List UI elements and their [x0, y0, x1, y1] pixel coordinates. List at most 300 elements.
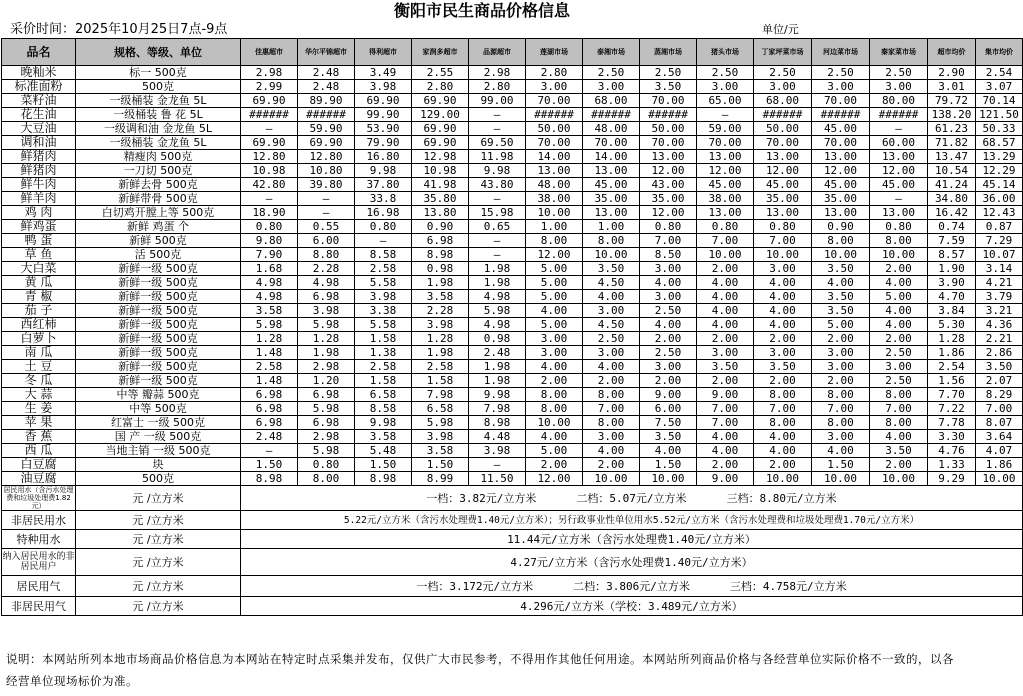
price-cell: 0.80: [697, 220, 754, 234]
price-cell: 3.50: [812, 304, 870, 318]
price-cell: 2.50: [754, 66, 812, 80]
price-cell: 79.72: [928, 94, 976, 108]
price-cell: 5.58: [355, 318, 412, 332]
price-cell: 9.29: [928, 472, 976, 486]
utility-price-part: 5.22元/立方米（含污水处理费1.40元/立方米）；另行政事业性单位用水5.52元/立方米（含污水处理费和垃圾处理费1.70元/立方米）: [343, 515, 920, 526]
table-row: [2, 262, 1023, 276]
utility-unit-cell: 元 /立方米: [76, 530, 241, 549]
price-cell: 4.98: [469, 318, 526, 332]
table-row: [2, 164, 1023, 178]
price-cell: 4.00: [697, 290, 754, 304]
price-cell: 12.00: [812, 164, 870, 178]
header-cell: 秦家菜市场: [870, 39, 928, 66]
price-cell: 69.90: [412, 136, 469, 150]
table-row: [2, 136, 1023, 150]
price-cell: 2.21: [976, 332, 1023, 346]
price-cell: 3.00: [812, 346, 870, 360]
price-cell: —: [469, 248, 526, 262]
price-cell: 2.50: [640, 304, 697, 318]
price-cell: 6.98: [241, 402, 298, 416]
price-cell: 48.00: [526, 178, 583, 192]
price-cell: 42.80: [241, 178, 298, 192]
price-cell: 2.50: [812, 66, 870, 80]
price-cell: 8.00: [870, 388, 928, 402]
table-row: [2, 150, 1023, 164]
price-cell: 1.58: [412, 374, 469, 388]
price-cell: 50.33: [976, 122, 1023, 136]
price-cell: 69.50: [469, 136, 526, 150]
utility-price-cell: [241, 549, 1023, 576]
price-cell: 1.98: [412, 346, 469, 360]
price-cell: 3.00: [640, 360, 697, 374]
price-cell: 0.87: [976, 220, 1023, 234]
utility-unit-cell: 元 /立方米: [76, 597, 241, 616]
price-cell: 35.00: [812, 192, 870, 206]
item-name-cell: 草 鱼: [2, 248, 76, 262]
price-cell: 2.54: [976, 66, 1023, 80]
header-cell: 品源超市: [469, 39, 526, 66]
item-name-cell: 调和油: [2, 136, 76, 150]
price-cell: 48.00: [583, 122, 640, 136]
price-cell: 8.98: [469, 416, 526, 430]
price-cell: 35.80: [412, 192, 469, 206]
price-cell: 0.80: [298, 458, 355, 472]
price-cell: 8.00: [754, 388, 812, 402]
price-cell: —: [241, 192, 298, 206]
header-cell: 集市均价: [976, 39, 1023, 66]
price-cell: —: [870, 192, 928, 206]
price-cell: 8.50: [640, 248, 697, 262]
utility-row: [2, 511, 1023, 530]
price-cell: 1.20: [298, 374, 355, 388]
item-spec-cell: 新鲜一级 500克: [76, 290, 241, 304]
price-cell: 10.00: [526, 416, 583, 430]
price-cell: 9.00: [697, 388, 754, 402]
price-cell: 8.00: [583, 388, 640, 402]
price-cell: 11.98: [469, 150, 526, 164]
price-cell: 3.98: [412, 430, 469, 444]
utility-price-part: 一档：3.172元/立方米: [416, 579, 534, 593]
item-name-cell: 菜籽油: [2, 94, 76, 108]
price-cell: 7.00: [640, 234, 697, 248]
table-row: [2, 402, 1023, 416]
price-cell: 69.90: [298, 136, 355, 150]
utility-price-part: 一档：3.82元/立方米: [426, 491, 537, 505]
item-name-cell: 香 蕉: [2, 430, 76, 444]
price-cell: 5.00: [526, 262, 583, 276]
price-cell: 5.48: [355, 444, 412, 458]
utility-row: [2, 549, 1023, 576]
price-cell: 3.00: [526, 80, 583, 94]
price-cell: 0.90: [412, 220, 469, 234]
utility-name-cell: 特种用水: [2, 530, 76, 549]
price-cell: 2.00: [754, 332, 812, 346]
price-cell: 2.48: [298, 80, 355, 94]
price-cell: 5.00: [526, 444, 583, 458]
price-cell: 70.00: [583, 136, 640, 150]
price-cell: 4.00: [754, 304, 812, 318]
price-cell: 8.00: [812, 234, 870, 248]
price-cell: 8.00: [526, 234, 583, 248]
price-cell: 2.00: [640, 332, 697, 346]
price-cell: 1.98: [469, 360, 526, 374]
price-cell: ######: [640, 108, 697, 122]
price-cell: 4.00: [697, 430, 754, 444]
price-table: [1, 38, 1023, 616]
price-cell: 1.98: [469, 374, 526, 388]
header-cell: 得利超市: [355, 39, 412, 66]
price-cell: 0.90: [812, 220, 870, 234]
collect-time: 采价时间：2025年10月25日7点-9点: [10, 22, 228, 37]
price-cell: 3.00: [583, 304, 640, 318]
price-cell: 0.80: [640, 220, 697, 234]
price-cell: 10.00: [976, 472, 1023, 486]
price-cell: 4.00: [812, 444, 870, 458]
price-cell: 4.21: [976, 276, 1023, 290]
item-name-cell: 油豆腐: [2, 472, 76, 486]
item-spec-cell: 500克: [76, 80, 241, 94]
price-cell: 2.00: [583, 374, 640, 388]
price-cell: 9.00: [697, 472, 754, 486]
price-cell: 11.50: [469, 472, 526, 486]
header-cell: 丁家坪菜市场: [754, 39, 812, 66]
price-cell: 10.00: [697, 248, 754, 262]
header-cell: 泰湘市场: [583, 39, 640, 66]
price-cell: 5.98: [469, 304, 526, 318]
price-cell: 2.90: [928, 66, 976, 80]
header-cell: 佳惠超市: [241, 39, 298, 66]
price-cell: 1.33: [928, 458, 976, 472]
price-cell: 1.50: [355, 458, 412, 472]
price-cell: 4.00: [583, 444, 640, 458]
price-cell: 70.00: [526, 94, 583, 108]
price-cell: 6.58: [412, 402, 469, 416]
price-cell: 89.90: [298, 94, 355, 108]
price-cell: 2.00: [640, 374, 697, 388]
utility-name-cell: 非居民用水: [2, 511, 76, 530]
price-cell: 3.00: [754, 80, 812, 94]
price-cell: 1.00: [583, 220, 640, 234]
price-cell: 2.80: [412, 80, 469, 94]
price-cell: 13.00: [812, 206, 870, 220]
price-cell: 71.82: [928, 136, 976, 150]
price-cell: 2.98: [298, 430, 355, 444]
price-cell: 4.00: [697, 318, 754, 332]
price-cell: 8.58: [355, 248, 412, 262]
price-cell: 3.58: [412, 444, 469, 458]
utility-price-part: 二档：3.806元/立方米: [573, 579, 690, 593]
price-cell: 4.00: [583, 290, 640, 304]
price-cell: 2.98: [469, 66, 526, 80]
price-cell: —: [241, 122, 298, 136]
table-row: [2, 206, 1023, 220]
price-cell: 43.00: [640, 178, 697, 192]
price-cell: 13.00: [640, 150, 697, 164]
price-cell: 10.00: [583, 248, 640, 262]
price-cell: 12.00: [640, 206, 697, 220]
price-cell: 36.00: [976, 192, 1023, 206]
item-spec-cell: 新鲜去骨 500克: [76, 178, 241, 192]
table-row: [2, 234, 1023, 248]
price-cell: 5.30: [928, 318, 976, 332]
price-cell: 13.00: [526, 164, 583, 178]
price-cell: 70.14: [976, 94, 1023, 108]
item-name-cell: 西红柿: [2, 318, 76, 332]
price-cell: 2.00: [697, 458, 754, 472]
price-cell: 2.80: [526, 66, 583, 80]
price-cell: 41.98: [412, 178, 469, 192]
price-cell: 13.80: [412, 206, 469, 220]
item-name-cell: 南 瓜: [2, 346, 76, 360]
price-cell: 1.98: [298, 346, 355, 360]
price-cell: 6.58: [355, 388, 412, 402]
item-name-cell: 鸡 肉: [2, 206, 76, 220]
table-row: [2, 220, 1023, 234]
utility-price-part: 4.296元/立方米（学校：3.489元/立方米）: [520, 599, 743, 613]
price-cell: 0.74: [928, 220, 976, 234]
price-cell: 7.00: [583, 402, 640, 416]
price-cell: 4.07: [976, 444, 1023, 458]
table-row: [2, 416, 1023, 430]
price-cell: 2.00: [697, 374, 754, 388]
item-spec-cell: 新鲜一级 500克: [76, 374, 241, 388]
price-cell: —: [870, 122, 928, 136]
price-cell: 3.00: [526, 332, 583, 346]
price-cell: 2.00: [870, 332, 928, 346]
item-spec-cell: 中等 500克: [76, 402, 241, 416]
item-spec-cell: 新鲜一级 500克: [76, 318, 241, 332]
price-cell: 7.00: [697, 402, 754, 416]
price-cell: 10.00: [812, 472, 870, 486]
price-cell: —: [298, 192, 355, 206]
price-cell: 3.00: [754, 346, 812, 360]
price-cell: 70.00: [526, 136, 583, 150]
price-cell: 2.86: [976, 346, 1023, 360]
price-cell: 2.28: [298, 262, 355, 276]
price-cell: 2.98: [241, 66, 298, 80]
item-spec-cell: 当地主销 一级 500克: [76, 444, 241, 458]
utility-row: [2, 530, 1023, 549]
price-cell: 1.28: [298, 332, 355, 346]
table-row: [2, 332, 1023, 346]
price-cell: 8.00: [583, 416, 640, 430]
utility-name-cell: 居民用气: [2, 576, 76, 597]
price-cell: —: [241, 444, 298, 458]
price-cell: 2.00: [870, 458, 928, 472]
item-spec-cell: 白切鸡开膛上等 500克: [76, 206, 241, 220]
utility-price-cell: [241, 530, 1023, 549]
price-cell: ######: [870, 108, 928, 122]
price-cell: 3.00: [526, 346, 583, 360]
item-name-cell: 冬 瓜: [2, 374, 76, 388]
price-cell: 68.00: [583, 94, 640, 108]
price-cell: 4.98: [469, 290, 526, 304]
price-cell: 6.98: [412, 234, 469, 248]
price-cell: 5.00: [870, 290, 928, 304]
price-cell: 6.98: [298, 290, 355, 304]
price-cell: 13.29: [976, 150, 1023, 164]
price-cell: 0.65: [469, 220, 526, 234]
price-cell: 8.98: [355, 472, 412, 486]
item-spec-cell: 新鲜 鸡蛋 个: [76, 220, 241, 234]
price-cell: 12.98: [412, 150, 469, 164]
price-cell: 6.00: [298, 234, 355, 248]
price-cell: 138.20: [928, 108, 976, 122]
price-cell: 34.80: [928, 192, 976, 206]
price-cell: 4.00: [526, 360, 583, 374]
price-cell: 4.00: [754, 430, 812, 444]
price-cell: 2.00: [697, 262, 754, 276]
price-cell: 4.00: [640, 318, 697, 332]
item-name-cell: 大 蒜: [2, 388, 76, 402]
price-cell: 4.76: [928, 444, 976, 458]
price-cell: 3.00: [754, 262, 812, 276]
price-cell: 53.90: [355, 122, 412, 136]
price-cell: 69.90: [241, 94, 298, 108]
price-cell: 10.98: [412, 164, 469, 178]
price-cell: 7.90: [241, 248, 298, 262]
header-cell: 猪头市场: [697, 39, 754, 66]
price-cell: 2.98: [298, 360, 355, 374]
item-name-cell: 标准面粉: [2, 80, 76, 94]
price-cell: 7.70: [928, 388, 976, 402]
item-name-cell: 白豆腐: [2, 458, 76, 472]
table-row: [2, 388, 1023, 402]
price-cell: 2.00: [812, 332, 870, 346]
price-cell: 1.50: [412, 458, 469, 472]
price-cell: 8.00: [870, 234, 928, 248]
price-cell: 4.00: [754, 290, 812, 304]
utility-price-cell: [241, 511, 1023, 530]
price-cell: 4.98: [241, 276, 298, 290]
item-name-cell: 生 姜: [2, 402, 76, 416]
price-cell: 3.00: [583, 430, 640, 444]
item-name-cell: 茄 子: [2, 304, 76, 318]
table-row: [2, 108, 1023, 122]
price-cell: 38.00: [526, 192, 583, 206]
price-cell: 8.57: [928, 248, 976, 262]
price-cell: 1.86: [928, 346, 976, 360]
price-cell: 99.90: [355, 108, 412, 122]
price-cell: —: [355, 234, 412, 248]
price-cell: 3.64: [976, 430, 1023, 444]
price-cell: 8.00: [526, 388, 583, 402]
price-cell: 13.00: [697, 150, 754, 164]
header-cell: 华尔平锦超市: [298, 39, 355, 66]
item-spec-cell: 标一 500克: [76, 66, 241, 80]
price-cell: 4.00: [640, 276, 697, 290]
price-cell: 2.50: [640, 346, 697, 360]
price-cell: 4.50: [583, 318, 640, 332]
price-cell: 8.00: [754, 416, 812, 430]
table-row: [2, 318, 1023, 332]
price-cell: 2.54: [928, 360, 976, 374]
price-cell: 3.00: [697, 80, 754, 94]
price-cell: 10.00: [812, 248, 870, 262]
price-cell: 45.00: [870, 178, 928, 192]
price-cell: 68.57: [976, 136, 1023, 150]
price-cell: 2.00: [754, 374, 812, 388]
price-cell: 12.00: [640, 164, 697, 178]
utility-unit-cell: 元 /立方米: [76, 576, 241, 597]
price-cell: 7.00: [754, 234, 812, 248]
price-cell: 1.68: [241, 262, 298, 276]
item-name-cell: 苹 果: [2, 416, 76, 430]
price-cell: 3.30: [928, 430, 976, 444]
unit-label: 单位/元: [762, 23, 799, 36]
price-cell: 6.98: [298, 388, 355, 402]
item-name-cell: 花生油: [2, 108, 76, 122]
table-row: [2, 276, 1023, 290]
item-name-cell: 鲜牛肉: [2, 178, 76, 192]
price-cell: 3.07: [976, 80, 1023, 94]
price-cell: 3.00: [697, 346, 754, 360]
price-cell: 4.98: [241, 290, 298, 304]
price-cell: 68.00: [754, 94, 812, 108]
item-spec-cell: 新鲜一级 500克: [76, 276, 241, 290]
price-cell: 7.22: [928, 402, 976, 416]
table-row: [2, 94, 1023, 108]
price-cell: 8.07: [976, 416, 1023, 430]
price-cell: 3.38: [355, 304, 412, 318]
price-cell: 6.98: [241, 388, 298, 402]
price-cell: 6.00: [640, 402, 697, 416]
table-row: [2, 444, 1023, 458]
price-cell: ######: [583, 108, 640, 122]
item-name-cell: 鸭 蛋: [2, 234, 76, 248]
price-cell: 3.00: [870, 360, 928, 374]
price-cell: 3.50: [812, 290, 870, 304]
price-cell: —: [469, 108, 526, 122]
price-cell: 2.58: [355, 360, 412, 374]
item-name-cell: 黄 瓜: [2, 276, 76, 290]
utility-name-cell: 非居民用气: [2, 597, 76, 616]
price-cell: 12.43: [976, 206, 1023, 220]
price-cell: 3.58: [241, 304, 298, 318]
price-cell: 10.00: [870, 248, 928, 262]
price-cell: 13.00: [754, 206, 812, 220]
price-cell: 60.00: [870, 136, 928, 150]
price-cell: 2.48: [298, 66, 355, 80]
item-name-cell: 白萝卜: [2, 332, 76, 346]
price-cell: 2.00: [526, 374, 583, 388]
price-cell: —: [469, 234, 526, 248]
price-cell: 1.48: [241, 374, 298, 388]
utility-price-part: 三档：4.758元/立方米: [729, 579, 847, 593]
price-cell: 1.58: [355, 374, 412, 388]
header-cell: 河边菜市场: [812, 39, 870, 66]
header-row: [2, 39, 1023, 66]
item-spec-cell: 一级桶装 鲁 花 5L: [76, 108, 241, 122]
price-cell: 1.28: [928, 332, 976, 346]
price-cell: 70.00: [754, 136, 812, 150]
price-cell: 70.00: [697, 136, 754, 150]
price-cell: 7.98: [469, 402, 526, 416]
price-cell: 8.98: [412, 248, 469, 262]
price-cell: 0.55: [298, 220, 355, 234]
price-cell: 3.00: [812, 80, 870, 94]
price-cell: 2.50: [583, 66, 640, 80]
price-cell: 10.00: [583, 472, 640, 486]
utility-unit-cell: 元 /立方米: [76, 549, 241, 576]
item-spec-cell: 新鲜一级 500克: [76, 360, 241, 374]
item-spec-cell: 一级调和油 金龙鱼 5L: [76, 122, 241, 136]
item-spec-cell: 新鲜 500克: [76, 234, 241, 248]
table-row: [2, 80, 1023, 94]
price-cell: 3.50: [640, 430, 697, 444]
price-cell: ######: [298, 108, 355, 122]
price-cell: 12.00: [526, 248, 583, 262]
